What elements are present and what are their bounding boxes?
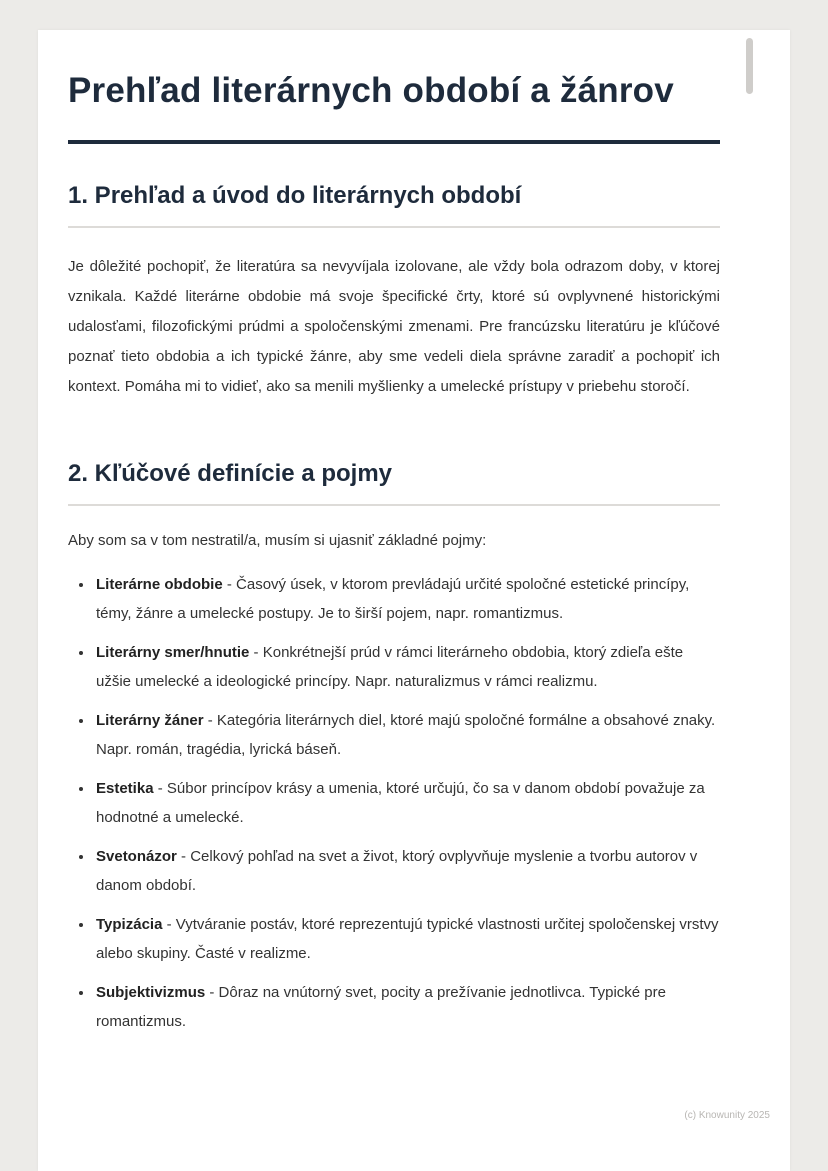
title-divider <box>68 140 720 144</box>
document-title: Prehľad literárnych období a žánrov <box>68 71 674 110</box>
document-content <box>38 30 790 1036</box>
definition-item <box>94 911 720 968</box>
definition-term: Svetonázor <box>96 848 177 866</box>
section-2-heading: 2. Kľúčové definície a pojmy <box>68 460 720 506</box>
definition-item <box>94 639 720 696</box>
definition-term: Literárny žáner <box>96 712 204 730</box>
definition-text: - Dôraz na vnútorný svet, pocity a prežívanie jednotlivca. Typické pre romantizmus. <box>96 984 666 1030</box>
definition-text: - Celkový pohľad na svet a život, ktorý ovplyvňuje myslenie a tvorbu autorov v danom období. <box>96 848 698 894</box>
definition-item <box>94 707 720 764</box>
section-2-intro: Aby som sa v tom nestratil/a, musím si ujasniť základné pojmy: <box>68 531 487 549</box>
definition-text: - Súbor princípov krásy a umenia, ktoré určujú, čo sa v danom období považuje za hodnotné a umelecké. <box>96 780 705 826</box>
definition-text: - Kategória literárnych diel, ktoré majú spoločné formálne a obsahové znaky. Napr. román, tragédia, lyrická báseň. <box>96 712 716 758</box>
definition-term: Literárne obdobie <box>96 576 223 594</box>
definition-term: Typizácia <box>96 916 163 934</box>
definition-text: - Časový úsek, v ktorom prevládajú určité spoločné estetické princípy, témy, žánre a umelecké postupy. Je to širší pojem, napr. romantizmus. <box>96 576 690 622</box>
definition-item <box>94 571 720 628</box>
definition-term: Subjektivizmus <box>96 984 206 1002</box>
definition-item <box>94 775 720 832</box>
definition-term: Literárny smer/hnutie <box>96 644 250 662</box>
document-page <box>38 30 790 1171</box>
definition-term: Estetika <box>96 780 154 798</box>
definition-text: - Konkrétnejší prúd v rámci literárneho obdobia, ktorý zdieľa ešte užšie umelecké a ideologické princípy. Napr. naturalizmus v rámci realizmu. <box>96 644 684 690</box>
section-1-heading: 1. Prehľad a úvod do literárnych období <box>68 182 720 228</box>
watermark-copyright: (c) Knowunity 2025 <box>684 1110 770 1121</box>
definition-item <box>94 979 720 1036</box>
definition-text: - Vytváranie postáv, ktoré reprezentujú typické vlastnosti určitej spoločenskej vrstvy alebo skupiny. Časté v realizme. <box>96 916 719 962</box>
section-1-paragraph: Je dôležité pochopiť, že literatúra sa nevyvíjala izolovane, ale vždy bola odrazom doby, v ktorej vznikala. Každé literárne obdobie má svoje špecifické črty, ktoré sú ovplyvnené historickými udalosťami, filozofickými prúdmi a spoločenskými zmenami. Pre francúzsku literatúru je kľúčové poznať tieto obdobia a ich typické žánre, aby sme vedeli diela správne zaradiť a pochopiť ich kontext. Pomáha mi to vidieť, ako sa menili myšlienky a umelecké prístupy v priebehu storočí. <box>68 257 720 395</box>
definitions-list <box>68 571 720 1036</box>
definition-item <box>94 843 720 900</box>
